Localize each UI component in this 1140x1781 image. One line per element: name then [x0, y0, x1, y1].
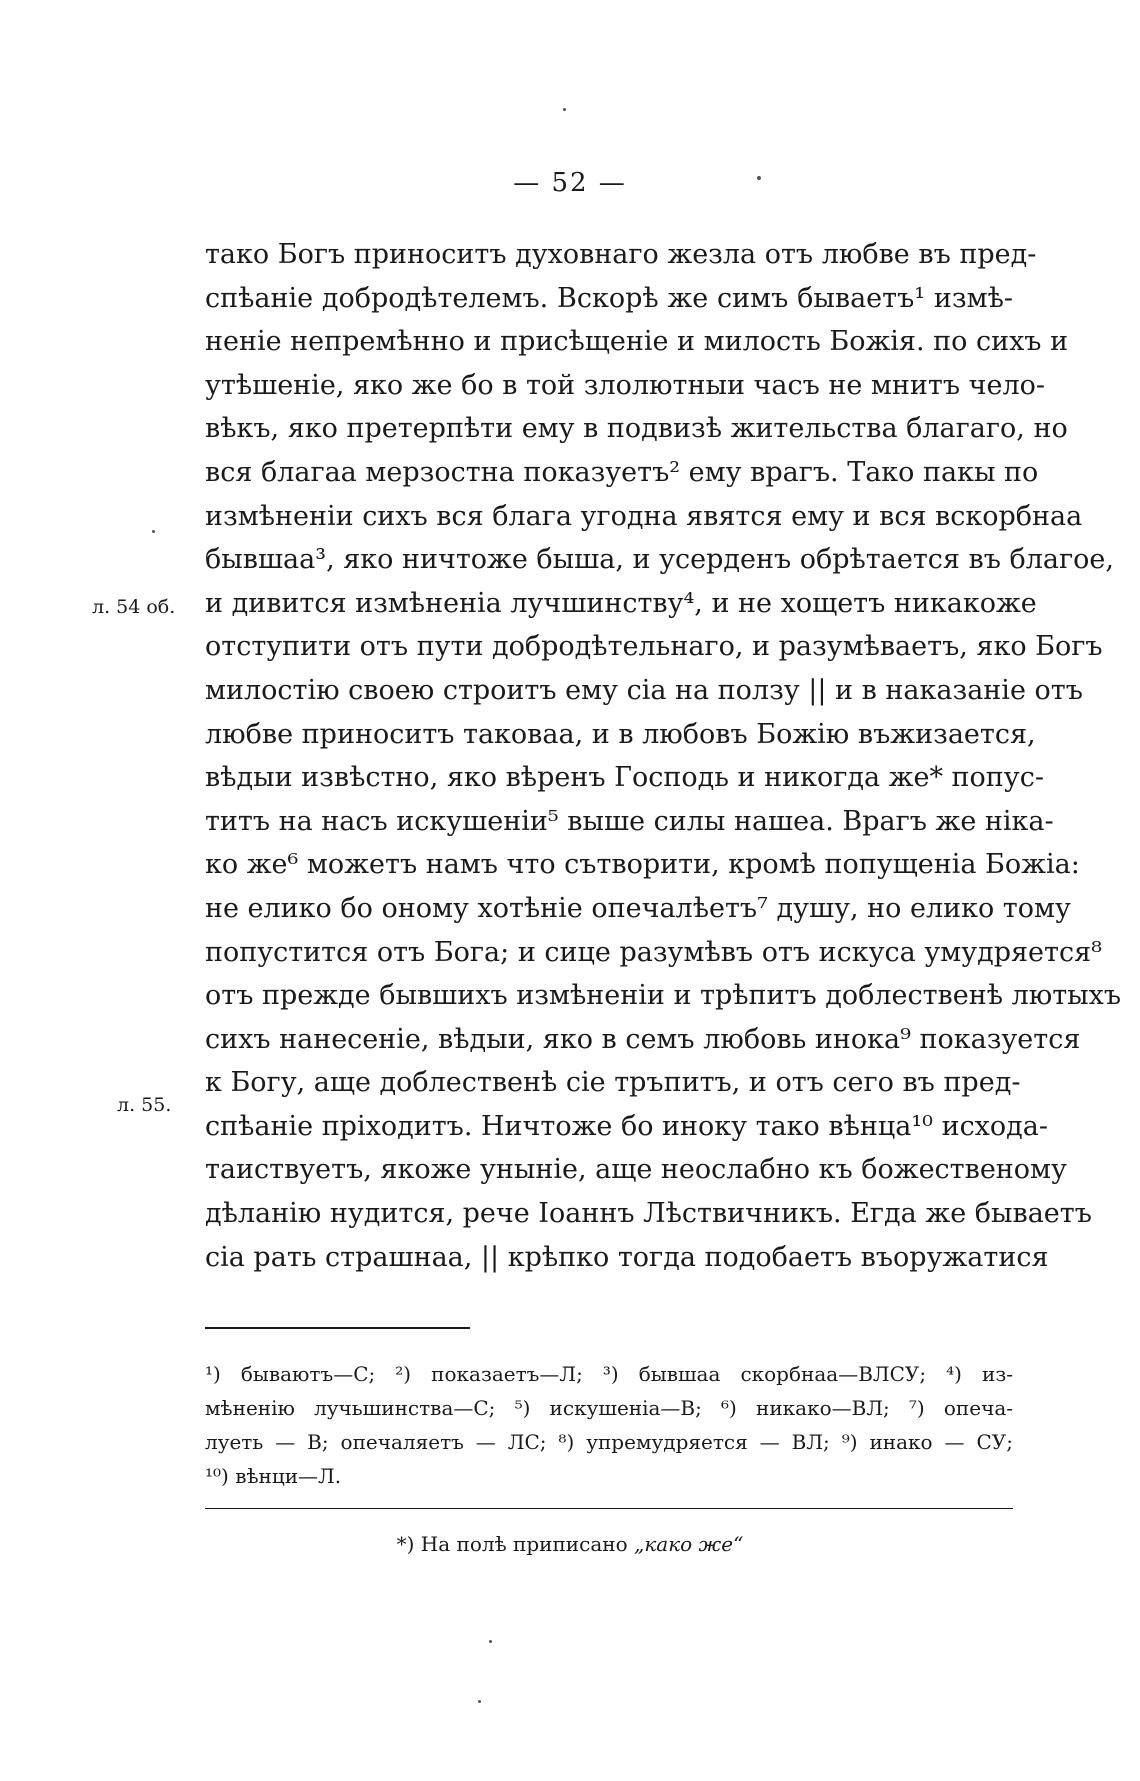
text-line: спѣаніе пріходитъ. Ничтоже бо иноку тако вѣнца¹⁰ исхода-	[205, 1110, 1049, 1142]
text-line: вѣдыи извѣстно, яко вѣренъ Господь и никогда же* попус-	[205, 762, 1044, 794]
scan-speck	[757, 176, 761, 180]
text-line: измѣненіи сихъ вся блага угодна явятся ему и вся вскорбнаа	[205, 500, 1083, 532]
editor-note-separator	[205, 1508, 1013, 1509]
text-line: спѣаніе добродѣтелемъ. Вскорѣ же симъ бываетъ¹ измѣ-	[205, 282, 1013, 314]
text-line: сихъ нанесеніе, вѣдыи, яко в семъ любовь инока⁹ показуется	[205, 1023, 1081, 1055]
footnote-separator	[205, 1327, 470, 1329]
page-number: — 52 —	[513, 168, 627, 198]
text-line: не елико бо оному хотѣніе опечалѣетъ⁷ душу, но елико тому	[205, 892, 1071, 924]
text-line: к Богу, аще доблественѣ сіе тръпитъ, и отъ сего въ пред-	[205, 1067, 1021, 1099]
scan-speck	[489, 1640, 492, 1643]
margin-note-folio-54v: л. 54 об.	[92, 596, 176, 618]
text-line: и дивится измѣненіа лучшинству⁴, и не хощетъ никакоже	[205, 587, 1037, 619]
footnote-line: ¹) бываютъ—С; ²) показаетъ—Л; ³) бывшаа скорбнаа—ВЛСУ; ⁴) из-	[205, 1362, 1013, 1386]
text-line: утѣшеніе, яко же бо в той злолютныи часъ не мнитъ чело-	[205, 369, 1045, 401]
text-line: отступити отъ пути добродѣтельнаго, и разумѣваетъ, яко Богъ	[205, 631, 1103, 663]
body-text	[205, 233, 1122, 1279]
text-line: тако Богъ приноситъ духовнаго жезла отъ любве въ пред-	[205, 239, 1037, 270]
text-line: вся благаа мерзостна показуетъ² ему врагъ. Тако пакы по	[205, 456, 1039, 488]
text-line: дѣланію нудится, рече Іоаннъ Лѣствичникъ. Егда же бываетъ	[205, 1198, 1092, 1230]
editor-note	[0, 1532, 1140, 1556]
footnote-line: ¹⁰) вѣнци—Л.	[205, 1464, 342, 1488]
footnote-line: луеть — В; опечаляетъ — ЛС; ⁸) упремудряется — ВЛ; ⁹) инако — СУ;	[205, 1430, 1013, 1454]
text-line: любве приноситъ таковаа, и в любовъ Божію въжизается,	[205, 718, 1036, 750]
scan-speck	[152, 530, 155, 533]
text-line: таиствуетъ, якоже уныніе, аще неослабно къ божественому	[205, 1154, 1067, 1186]
text-line: вѣкъ, яко претерпѣти ему в подвизѣ жительства благаго, но	[205, 413, 1068, 445]
text-line: неніе непремѣнно и присѣщеніе и милость Божія. по сихъ и	[205, 326, 1069, 358]
text-line: титъ на насъ искушеніи⁵ выше силы нашеа. Врагъ же ніка-	[205, 805, 1054, 837]
text-line: сіа рать страшнаа, || крѣпко тогда подобаетъ въоружатися	[205, 1241, 1049, 1273]
text-line: бывшаа³, яко ничтоже быша, и усерденъ обрѣтается въ благое,	[205, 544, 1114, 576]
footnote-line: мѣненію лучьшинства—С; ⁵) искушеніа—В; ⁶) никако—ВЛ; ⁷) опеча-	[205, 1396, 1013, 1420]
editor-note-quote: „како же“	[633, 1532, 744, 1556]
text-line: отъ прежде бывшихъ измѣненіи и трѣпитъ доблественѣ лютыхъ	[205, 980, 1122, 1012]
text-line: ко же⁶ можетъ намъ что сътворити, кромѣ попущеніа Божіа:	[205, 849, 1080, 881]
footnotes	[205, 1357, 1013, 1493]
scan-speck	[478, 1700, 481, 1703]
editor-note-text: *) На полѣ приписано	[396, 1532, 634, 1556]
text-line: милостію своею строитъ ему сіа на ползу || и в наказаніе отъ	[205, 674, 1083, 706]
margin-note-folio-55: л. 55.	[117, 1094, 172, 1116]
scan-speck	[563, 108, 566, 111]
text-line: попустится отъ Бога; и сице разумѣвъ отъ искуса умудряется⁸	[205, 936, 1102, 968]
